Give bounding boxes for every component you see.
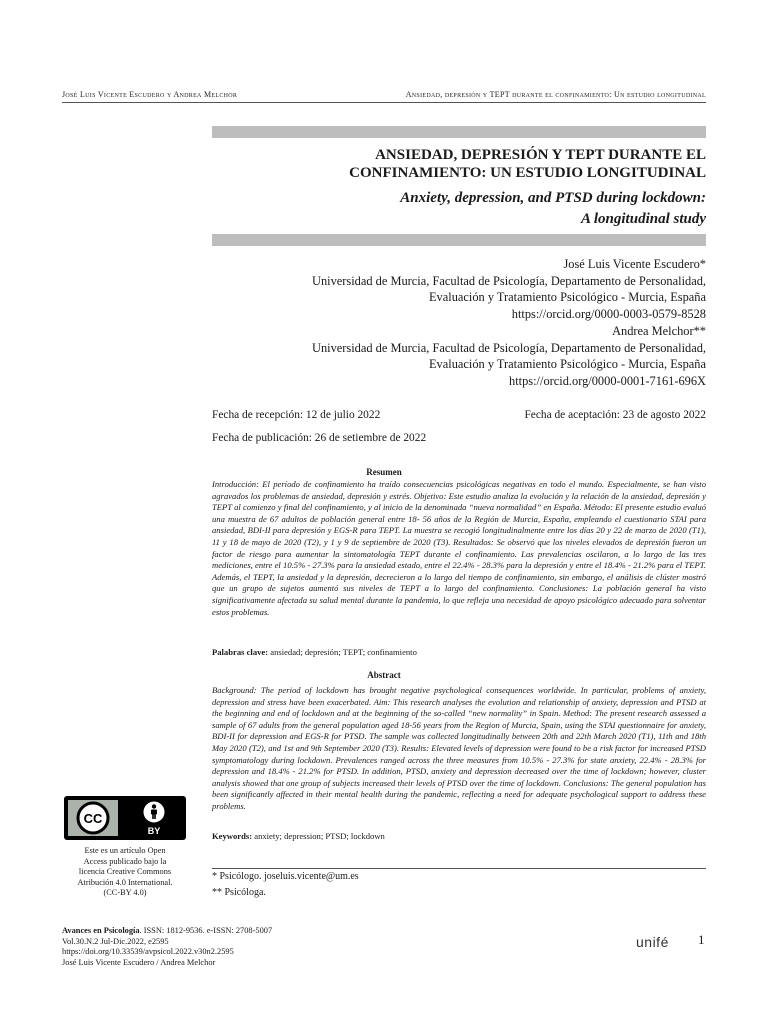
date-received: Fecha de recepción: 12 de julio 2022 (212, 409, 381, 421)
abstract-keywords (212, 831, 706, 841)
title-spanish-line2: CONFINAMIENTO: UN ESTUDIO LONGITUDINAL (349, 165, 706, 181)
cc-badge-text: CC (83, 810, 103, 826)
resumen-keywords (212, 647, 706, 657)
journal-issn: . ISSN: 1812-9536. e-ISSN: 2708-5007 (139, 926, 273, 935)
journal-name: Avances en Psicología (62, 926, 140, 935)
date-accepted: Fecha de aceptación: 23 de agosto 2022 (524, 409, 706, 421)
cc-license-badge[interactable] (64, 796, 186, 840)
by-badge-text: BY (147, 826, 161, 836)
author-name: Andrea Melchor** (612, 323, 706, 338)
keywords-label: Palabras clave: (212, 647, 269, 657)
footnote-divider (212, 868, 706, 869)
keywords-label: Keywords: (212, 831, 253, 841)
journal-volume: Vol.30.N.2 Jul-Dic.2022, e2595 (62, 936, 169, 946)
date-published: Fecha de publicación: 26 de setiembre de 2022 (212, 432, 427, 444)
author-orcid-link[interactable]: https://orcid.org/0000-0001-7161-696X (509, 373, 706, 388)
license-line: (CC-BY 4.0) (103, 888, 147, 897)
abstract-heading: Abstract (367, 670, 401, 680)
running-header-title: Ansiedad, depresión y TEPT durante el confinamiento: Un estudio longitudinal (405, 90, 706, 99)
author-block (212, 256, 706, 390)
resumen-text: Introducción: El período de confinamiento ha traído consecuencias psicológicas negativas en todo el mundo. Especialmente, se han visto agravados los problemas de ansiedad, depresión y estrés. Objetivo: Este estudio analiza la evolución y la relación de la ansiedad, depresión y TEPT al comienzo y final del confinamiento, y al inicio de la denominada “nueva normalidad” en España. Método: El presente estudio evaluó una muestra de 67 adultos de población general entre 18- 56 años de la Región de Murcia, España, empleando el cuestionario STAI para ansiedad, BDI-II para depresión y EGS-R para TEPT. La muestra se recogió longitudinalmente entre los días 20 y 22 de marzo de 2020 (T1), 11 y 18 de mayo de 2020 (T2), y 1 y 9 de septiembre de 2020 (T3). Resultados: Se observó que los niveles elevados de depresión fueron un factor de riesgo para aumentar la sintomatología TEPT durante el confinamiento. Las prevalencias oscilaron, a lo largo de las tres mediciones, entre el 10.5% - 27.3% para la ansiedad estado, entre el 22.4% - 28.3% para la depresión y entre el 18.4% - 21.2% para el TEPT. Además, el TEPT, la ansiedad y la depresión, decrecieron a lo largo del tiempo de confinamiento, sin embargo, el análisis de clúster mostró que un grupo de sujetos aumentó sus niveles de TEPT a lo largo del confinamiento. Conclusiones: La población general ha visto significativamente afectada su salud mental durante la pandemia, lo que refleja una necesidad de apoyo psicológico adecuado para solventar estos problemas. (212, 479, 706, 617)
author-orcid-link[interactable]: https://orcid.org/0000-0003-0579-8528 (511, 307, 706, 322)
license-line: licencia Creative Commons (78, 867, 172, 876)
cc-badge-right (122, 796, 186, 840)
publisher-logo: unifé (636, 934, 669, 950)
page-number: 1 (698, 932, 705, 947)
author-affiliation: Evaluación y Tratamiento Psicológico - Murcia, España (428, 357, 706, 372)
title-spanish (212, 146, 706, 182)
license-line: Access publicado bajo la (83, 856, 167, 866)
license-line: Este es un artículo Open (84, 846, 166, 855)
footnote-2: ** Psicóloga. (212, 887, 266, 898)
author-name: José Luis Vicente Escudero* (563, 257, 706, 271)
title-english-line2: A longitudinal study (580, 211, 706, 227)
journal-doi-link[interactable]: https://doi.org/10.33539/avpsicol.2022.v30n2.2595 (62, 947, 234, 957)
author-affiliation: Universidad de Murcia, Facultad de Psicología, Departamento de Personalidad, (312, 273, 706, 288)
author-affiliation: Evaluación y Tratamiento Psicológico - Murcia, España (428, 290, 706, 305)
license-line: Atribución 4.0 International. (77, 877, 173, 887)
header-divider (62, 102, 706, 103)
title-english-line1: Anxiety, depression, and PTSD during lockdown: (400, 190, 706, 206)
attribution-person-icon (141, 799, 167, 825)
title-bottom-bar (212, 234, 706, 246)
running-header-authors: José Luis Vicente Escudero y Andrea Melchor (62, 90, 238, 99)
keywords-values: anxiety; depression; PTSD; lockdown (254, 831, 385, 841)
cc-badge-left (68, 800, 118, 836)
footnote-1: * Psicólogo. joseluis.vicente@um.es (212, 871, 359, 882)
license-note (62, 846, 188, 899)
resumen-heading: Resumen (366, 467, 402, 477)
keywords-values: ansiedad; depresión; TEPT; confinamiento (270, 647, 417, 657)
journal-authors: José Luis Vicente Escudero / Andrea Melchor (62, 957, 216, 967)
journal-name-line (62, 926, 272, 937)
author-affiliation: Universidad de Murcia, Facultad de Psicología, Departamento de Personalidad, (312, 340, 706, 355)
abstract-text: Background: The period of lockdown has brought negative psychological consequences worldwide. In particular, problems of anxiety, depression and stress have been exacerbated. Aim: This research analyses the evolution and relationship of anxiety, depression and PTSD at the beginning and end of lockdown and at the beginning of the so-called “new normality” in Spain. Method: The present research assessed a sample of 67 adults from the general population aged 18-56 years from the Region of Murcia, Spain, using the STAI questionnaire for anxiety, BDI-II for depression and EGS-R for PTSD. The sample was collected longitudinally between 20th and 22th March 2020 (T1), 11th and 18th May 2020 (T2), and 1st and 9th September 2020 (T3). Results: Elevated levels of depression were found to be a risk factor for increased PTSD symptomatology during lockdown. Prevalences ranged across the three measures from 10.5% - 27.3% for state anxiety, 22.4% - 28.3% for depression and 18.4% - 21.2% for PTSD. In addition, PTSD, anxiety and depression decreased over the time of lockdown; however, cluster analysis showed that one group of subjects increased their levels of PTSD over the time of lockdown. Conclusions: The general population has been significantly affected in their mental health during the pandemic, reflecting a need for adequate psychological support to address these problems. (212, 685, 706, 811)
title-english (212, 188, 706, 230)
title-spanish-line1: ANSIEDAD, DEPRESIÓN Y TEPT DURANTE EL (375, 147, 706, 163)
journal-info (62, 926, 272, 968)
title-top-bar (212, 126, 706, 138)
